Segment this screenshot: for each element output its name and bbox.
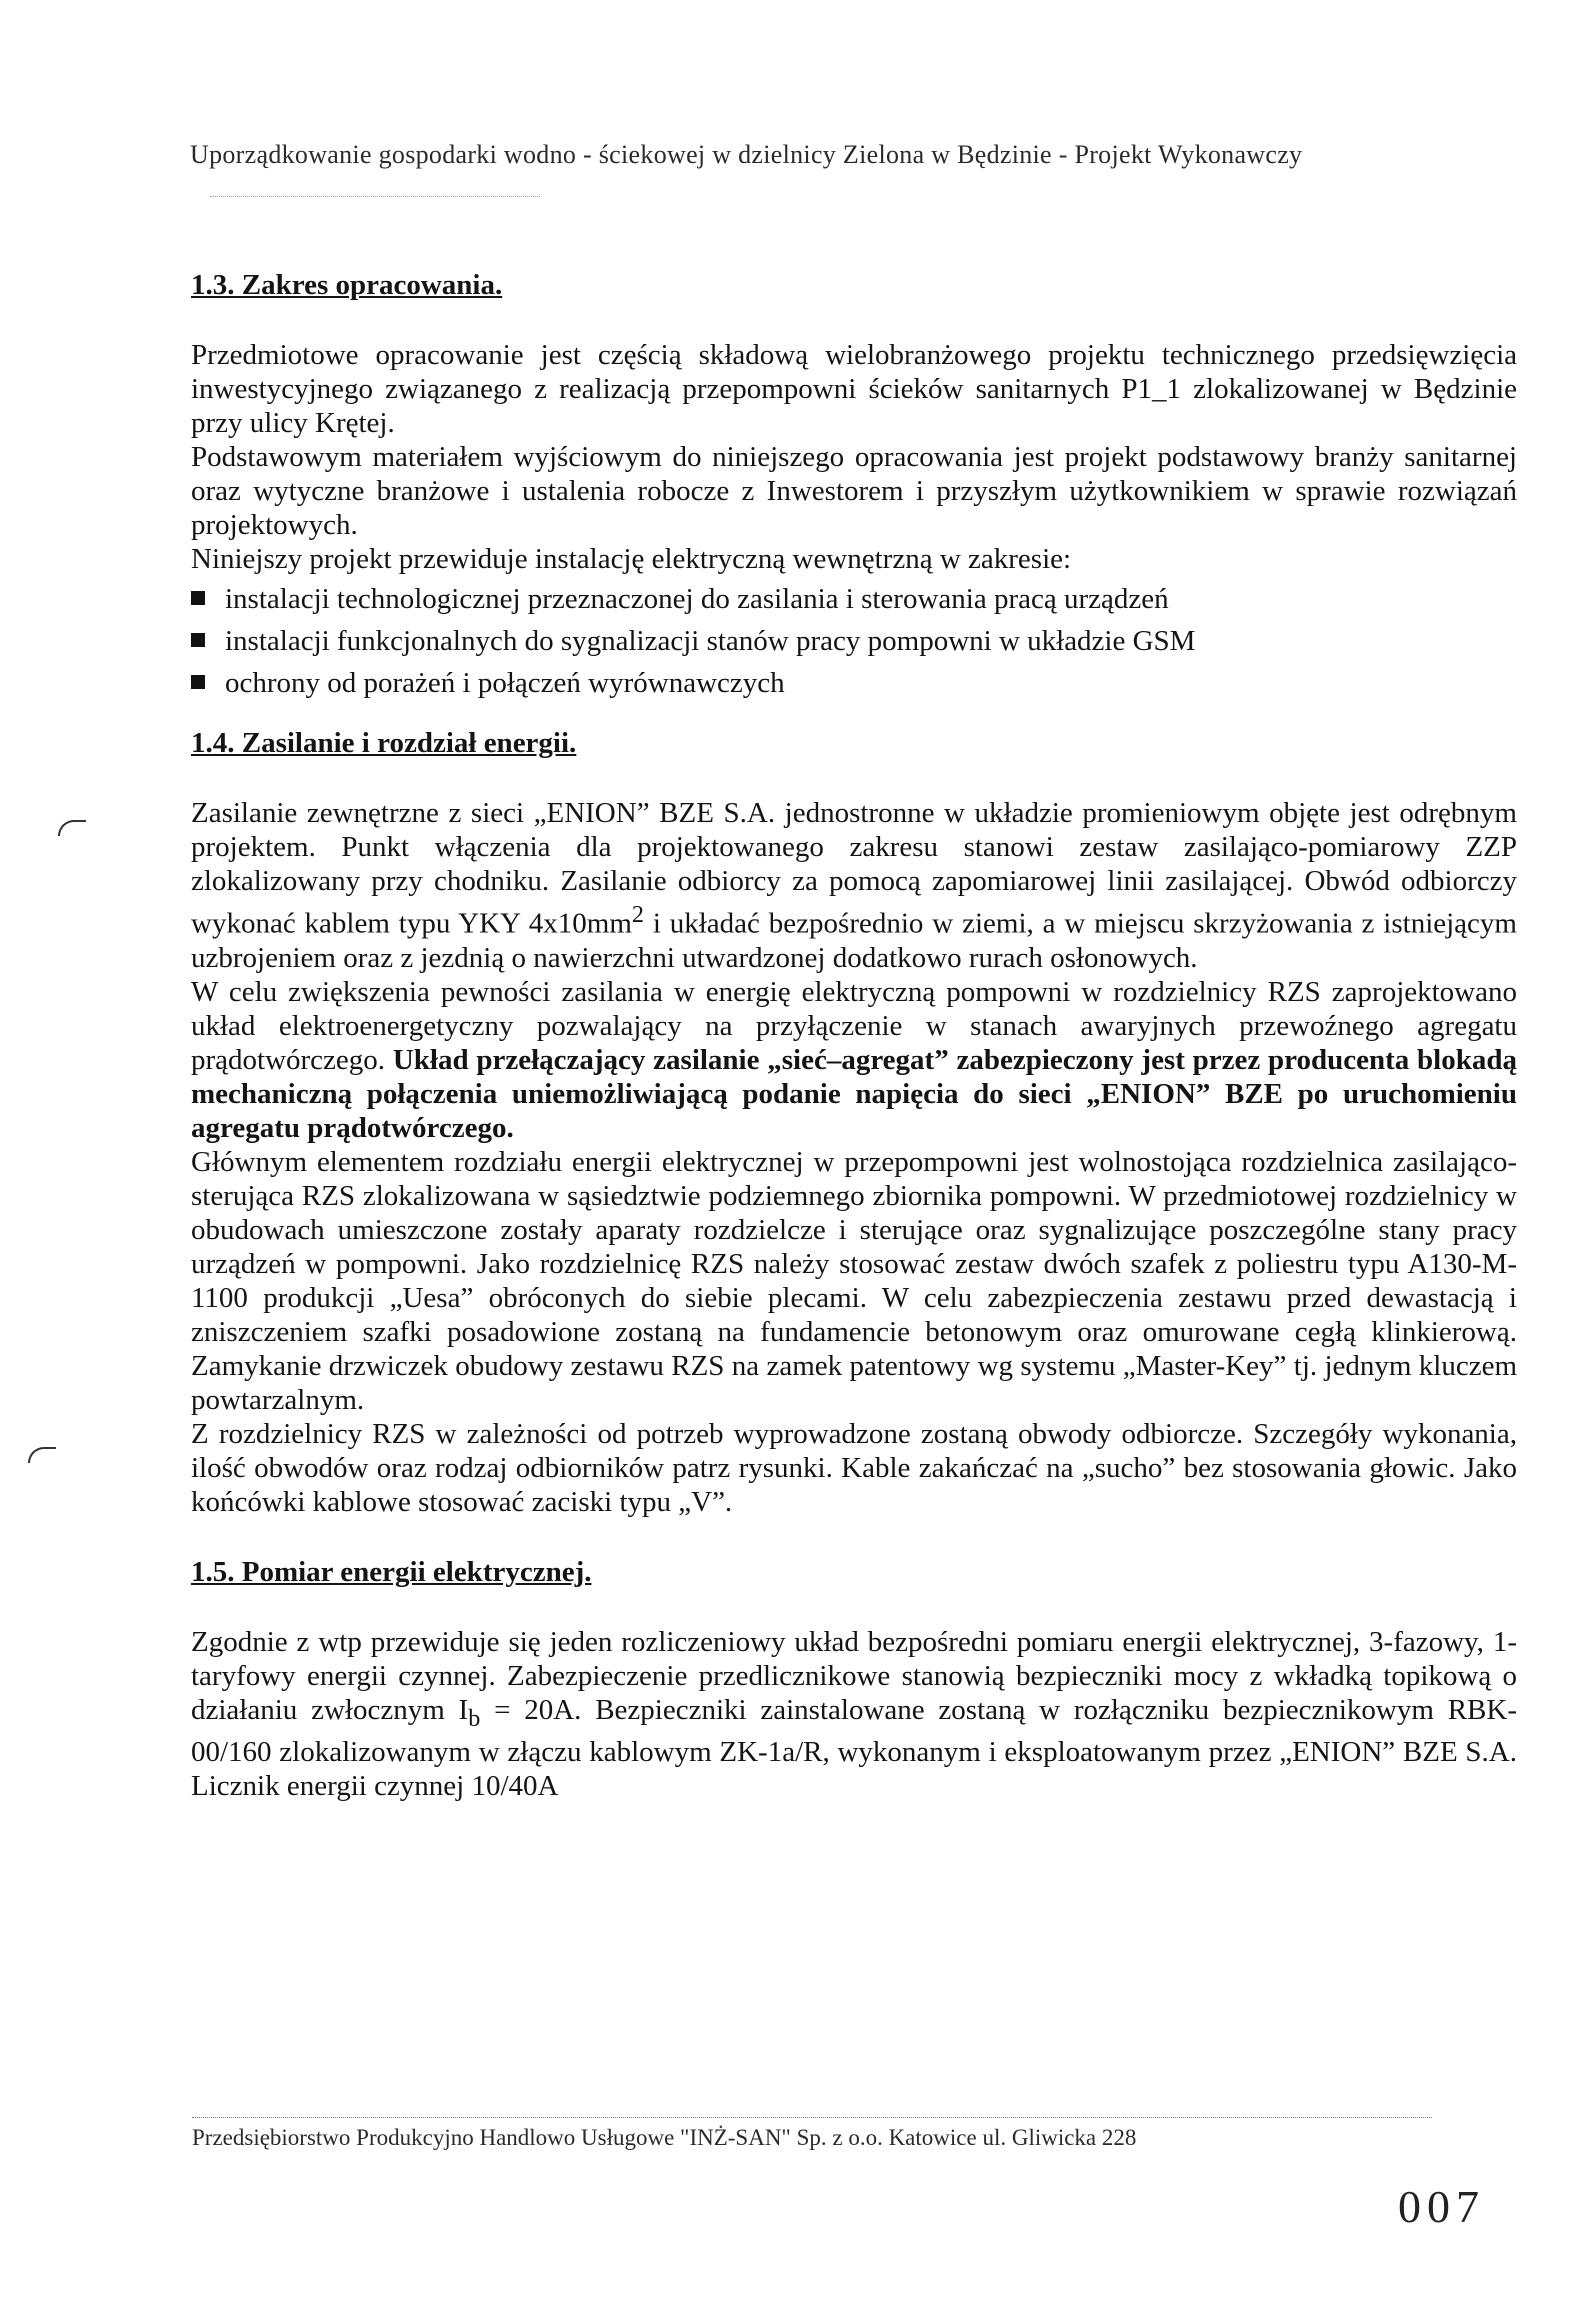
square-bullet-icon [191,591,205,605]
header-divider [210,196,540,197]
paragraph: Głównym elementem rozdziału energii elektrycznej w przepompowni jest wolnostojąca rozdzielnica zasilająco-sterująca RZS zlokalizowana w sąsiedztwie podziemnego zbiornika pompowni. W przedmiotowej rozdzielnicy w obudowach umieszczone zostały aparaty rozdzielcze i sterujące oraz sygnalizujące poszczególne stany pracy urządzeń w pompowni. Jako rozdzielnicę RZS należy stosować zestaw dwóch szafek z poliestru typu A130-M-1100 produkcji „Uesa” obróconych do siebie plecami. W celu zabezpieczenia zestawu przed dewastacją i zniszczeniem szafki posadowione zostaną na fundamencie betonowym oraz omurowane cegłą klinkierową. Zamykanie drzwiczek obudowy zestawu RZS na zamek patentowy wg systemu „Master-Key” tj. jednym kluczem powtarzalnym. [191,1145,1517,1416]
paragraph: Niniejszy projekt przewiduje instalację elektryczną wewnętrzną w zakresie: [191,543,1072,575]
list-item: instalacji funkcjonalnych do sygnalizacji stanów pracy pompowni w układzie GSM [191,624,1517,658]
paragraph: Przedmiotowe opracowanie jest częścią składową wielobranżowego projektu technicznego przedsięwzięcia inwestycyjnego związanego z realizacją przepompowni ścieków sanitarnych P1_1 zlokalizowanej w Będzinie przy ulicy Krętej. [191,339,1517,439]
paragraph: Z rozdzielnicy RZS w zależności od potrzeb wyprowadzone zostaną obwody odbiorcze. Szczegóły wykonania, ilość obwodów oraz rodzaj odbiorników patrz rysunki. Kable zakańczać na „sucho” bez stosowania głowic. Jako końcówki kablowe stosować zaciski typu „V”. [191,1417,1517,1518]
bold-statement: Układ przełączający zasilanie „sieć–agregat” zabezpieczony jest przez producenta blokadą mechaniczną połączenia uniemożliwiającą podanie napięcia do sieci „ENION” BZE po uruchomieniu agregatu prądotwórczego. [191,1043,1517,1144]
page-footer: Przedsiębiorstwo Produkcyjno Handlowo Usługowe "INŻ-SAN" Sp. z o.o. Katowice ul. Gliwicka 228 [192,2125,1137,2150]
section-heading-1-3: 1.3. Zakres opracowania. [191,269,503,301]
page-header: Uporządkowanie gospodarki wodno - ściekowej w dzielnicy Zielona w Będzinie - Projekt Wykonawczy [190,140,1303,169]
square-bullet-icon [191,675,205,689]
list-item: instalacji technologicznej przeznaczonej do zasilania i sterowania pracą urządzeń [191,582,1517,616]
paragraph: Zasilanie zewnętrzne z sieci „ENION” BZE S.A. jednostronne w układzie promieniowym objęte jest odrębnym projektem. Punkt włączenia dla projektowanego zakresu stanowi zestaw zasilająco-pomiarowy ZZP zlokalizowany przy chodniku. Zasilanie odbiorcy za pomocą zapomiarowej linii zasilającej. Obwód odbiorczy wykonać kablem typu YKY $4x10mm^2$ i układać bezpośrednio w ziemi, a w miejscu skrzyżowania z istniejącym uzbrojeniem oraz z jezdnią o nawierzchni utwardzonej dodatkowo rurach osłonowych. [191,797,1517,974]
page-number: 007 [1398,2181,1485,2232]
paragraph: W celu zwiększenia pewności zasilania w energię elektryczną pompowni w rozdzielnicy RZS zaprojektowano układ elektroenergetyczny pozwalający na przyłączenie w stanach awaryjnych przewoźnego agregatu prądotwórczego. Układ przełączający zasilanie „sieć–agregat” zabezpieczony jest przez producenta blokadą mechaniczną połączenia uniemożliwiającą podanie napięcia do sieci „ENION” BZE po uruchomieniu agregatu prądotwórczego. [191,975,1517,1144]
paragraph: Zgodnie z wtp przewiduje się jeden rozliczeniowy układ bezpośredni pomiaru energii elektrycznej, 3-fazowy, 1-taryfowy energii czynnej. Zabezpieczenie przedlicznikowe stanowią bezpieczniki mocy z wkładką topikową o działaniu zwłocznym $I_b = 20A$. Bezpieczniki zainstalowane zostaną w rozłączniku bezpiecznikowym RBK-00/160 zlokalizowanym w złączu kablowym ZK-1a/R, wykonanym i eksploatowanym przez „ENION” BZE S.A. Licznik energii czynnej 10/40A [191,1625,1517,1803]
square-bullet-icon [191,633,205,647]
section-heading-1-4: 1.4. Zasilanie i rozdział energii. [191,727,577,759]
scope-list [191,582,1517,700]
margin-mark [58,820,86,836]
list-item: ochrony od porażeń i połączeń wyrównawczych [191,666,1517,700]
margin-mark [28,1447,56,1463]
section-heading-1-5: 1.5. Pomiar energii elektrycznej. [191,1555,592,1588]
document-body [191,268,1517,1803]
paragraph: Podstawowym materiałem wyjściowym do niniejszego opracowania jest projekt podstawowy branży sanitarnej oraz wytyczne branżowe i ustalenia robocze z Inwestorem i przyszłym użytkownikiem w sprawie rozwiązań projektowych. [191,441,1517,541]
footer-divider [192,2117,1432,2118]
